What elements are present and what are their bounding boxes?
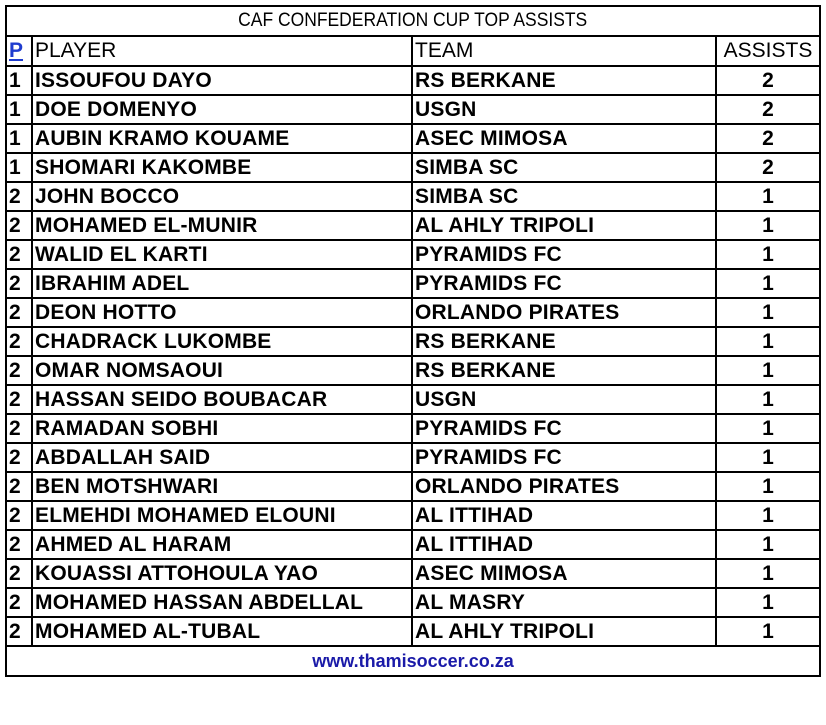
table-title: CAF CONFEDERATION CUP TOP ASSISTS — [238, 10, 588, 31]
player-cell: CHADRACK LUKOMBE — [32, 327, 412, 356]
table-row — [6, 385, 820, 414]
team-cell: RS BERKANE — [412, 356, 716, 385]
assists-cell: 1 — [716, 617, 820, 646]
header-team: TEAM — [412, 36, 716, 66]
table-row — [6, 559, 820, 588]
header-player: PLAYER — [32, 36, 412, 66]
table-row — [6, 211, 820, 240]
table-row — [6, 124, 820, 153]
position-cell: 2 — [6, 443, 32, 472]
table-row — [6, 356, 820, 385]
position-cell: 2 — [6, 298, 32, 327]
team-cell: PYRAMIDS FC — [412, 443, 716, 472]
assists-cell: 1 — [716, 472, 820, 501]
assists-table — [5, 5, 821, 677]
player-cell: ABDALLAH SAID — [32, 443, 412, 472]
position-cell: 2 — [6, 501, 32, 530]
position-cell: 2 — [6, 559, 32, 588]
position-cell: 2 — [6, 617, 32, 646]
position-cell: 1 — [6, 95, 32, 124]
team-cell: ASEC MIMOSA — [412, 124, 716, 153]
player-cell: RAMADAN SOBHI — [32, 414, 412, 443]
table-row — [6, 182, 820, 211]
website-credit: www.thamisoccer.co.za — [6, 646, 820, 676]
footer-row — [6, 646, 820, 676]
position-cell: 2 — [6, 182, 32, 211]
player-cell: OMAR NOMSAOUI — [32, 356, 412, 385]
position-cell: 2 — [6, 327, 32, 356]
player-cell: ELMEHDI MOHAMED ELOUNI — [32, 501, 412, 530]
player-cell: DOE DOMENYO — [32, 95, 412, 124]
table-row — [6, 472, 820, 501]
player-cell: IBRAHIM ADEL — [32, 269, 412, 298]
team-cell: ASEC MIMOSA — [412, 559, 716, 588]
assists-cell: 1 — [716, 356, 820, 385]
team-cell: SIMBA SC — [412, 153, 716, 182]
assists-cell: 1 — [716, 298, 820, 327]
team-cell: USGN — [412, 385, 716, 414]
assists-cell: 1 — [716, 559, 820, 588]
player-cell: MOHAMED HASSAN ABDELLAL — [32, 588, 412, 617]
team-cell: AL MASRY — [412, 588, 716, 617]
team-cell: RS BERKANE — [412, 66, 716, 95]
table-row — [6, 327, 820, 356]
player-cell: BEN MOTSHWARI — [32, 472, 412, 501]
assists-cell: 1 — [716, 211, 820, 240]
player-cell: WALID EL KARTI — [32, 240, 412, 269]
table-title-cell — [6, 6, 820, 36]
team-cell: SIMBA SC — [412, 182, 716, 211]
team-cell: ORLANDO PIRATES — [412, 298, 716, 327]
table-row — [6, 414, 820, 443]
assists-cell: 1 — [716, 240, 820, 269]
position-cell: 1 — [6, 153, 32, 182]
position-cell: 2 — [6, 211, 32, 240]
player-cell: DEON HOTTO — [32, 298, 412, 327]
assists-cell: 1 — [716, 530, 820, 559]
table-row — [6, 153, 820, 182]
position-cell: 2 — [6, 240, 32, 269]
title-row — [6, 6, 820, 36]
header-row — [6, 36, 820, 66]
table-row — [6, 240, 820, 269]
table-row — [6, 66, 820, 95]
team-cell: PYRAMIDS FC — [412, 269, 716, 298]
position-cell: 2 — [6, 385, 32, 414]
assists-cell: 2 — [716, 153, 820, 182]
player-cell: AUBIN KRAMO KOUAME — [32, 124, 412, 153]
player-cell: MOHAMED EL-MUNIR — [32, 211, 412, 240]
team-cell: AL ITTIHAD — [412, 501, 716, 530]
assists-cell: 1 — [716, 501, 820, 530]
player-cell: SHOMARI KAKOMBE — [32, 153, 412, 182]
assists-cell: 1 — [716, 269, 820, 298]
assists-cell: 2 — [716, 124, 820, 153]
player-cell: MOHAMED AL-TUBAL — [32, 617, 412, 646]
assists-cell: 1 — [716, 588, 820, 617]
table-row — [6, 501, 820, 530]
assists-cell: 2 — [716, 95, 820, 124]
table-row — [6, 95, 820, 124]
assists-cell: 1 — [716, 182, 820, 211]
team-cell: RS BERKANE — [412, 327, 716, 356]
team-cell: AL AHLY TRIPOLI — [412, 617, 716, 646]
player-cell: HASSAN SEIDO BOUBACAR — [32, 385, 412, 414]
player-cell: ISSOUFOU DAYO — [32, 66, 412, 95]
position-cell: 2 — [6, 588, 32, 617]
assists-cell: 1 — [716, 443, 820, 472]
table-row — [6, 269, 820, 298]
position-cell: 2 — [6, 269, 32, 298]
position-cell: 2 — [6, 414, 32, 443]
table-row — [6, 443, 820, 472]
position-cell: 2 — [6, 356, 32, 385]
player-cell: AHMED AL HARAM — [32, 530, 412, 559]
assists-cell: 1 — [716, 414, 820, 443]
assists-cell: 1 — [716, 385, 820, 414]
player-cell: KOUASSI ATTOHOULA YAO — [32, 559, 412, 588]
player-cell: JOHN BOCCO — [32, 182, 412, 211]
team-cell: ORLANDO PIRATES — [412, 472, 716, 501]
position-cell: 2 — [6, 472, 32, 501]
table-row — [6, 588, 820, 617]
position-cell: 1 — [6, 66, 32, 95]
assists-cell: 1 — [716, 327, 820, 356]
position-cell: 1 — [6, 124, 32, 153]
header-assists: ASSISTS — [716, 36, 820, 66]
assists-cell: 2 — [716, 66, 820, 95]
team-cell: AL ITTIHAD — [412, 530, 716, 559]
sort-position-link[interactable]: P — [9, 39, 24, 62]
table-row — [6, 617, 820, 646]
header-position — [6, 36, 32, 66]
team-cell: PYRAMIDS FC — [412, 240, 716, 269]
team-cell: PYRAMIDS FC — [412, 414, 716, 443]
table-row — [6, 298, 820, 327]
team-cell: AL AHLY TRIPOLI — [412, 211, 716, 240]
team-cell: USGN — [412, 95, 716, 124]
table-row — [6, 530, 820, 559]
position-cell: 2 — [6, 530, 32, 559]
